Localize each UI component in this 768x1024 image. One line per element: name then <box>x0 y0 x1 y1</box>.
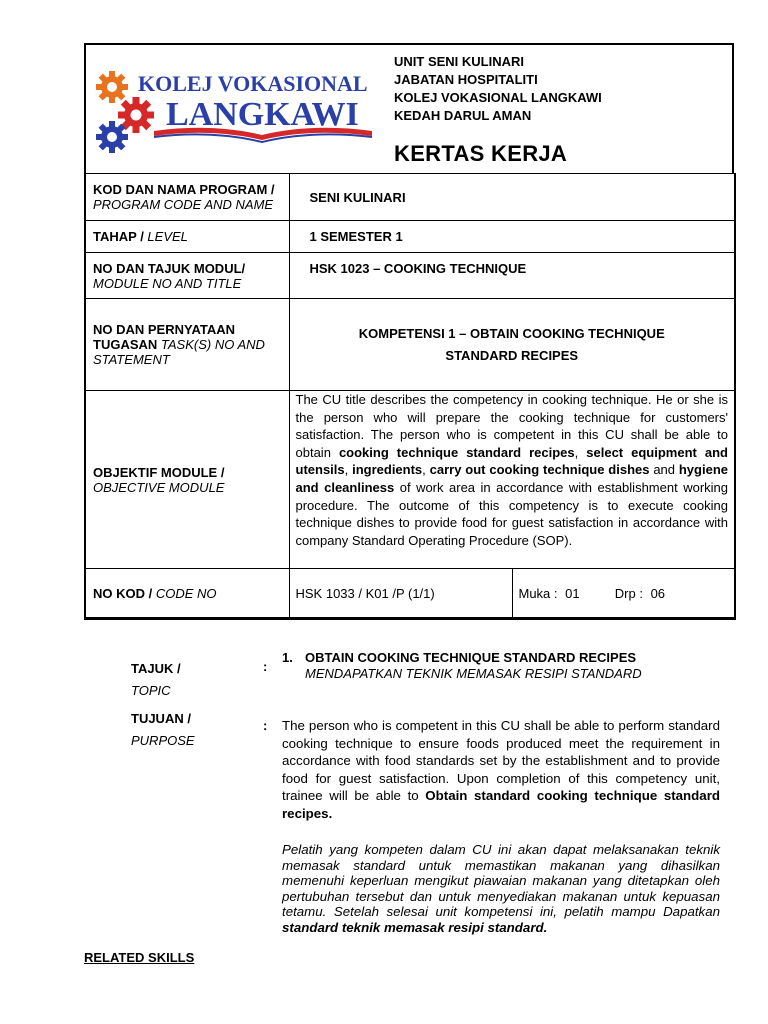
purpose-label <box>131 708 195 752</box>
label-italic: TASK(S) NO AND STATEMENT <box>93 337 265 367</box>
text-run-bold: hygiene and cleanliness <box>295 462 728 495</box>
text-run: , <box>574 444 587 460</box>
label-italic: MODULE NO AND TITLE <box>93 275 242 291</box>
label-italic: CODE NO <box>155 585 217 601</box>
task-value <box>289 299 735 391</box>
label-bold: TAHAP / <box>93 229 148 244</box>
info-table <box>84 173 736 620</box>
text-run: and <box>649 462 679 478</box>
label-bold: NO DAN TAJUK MODUL/ <box>93 260 246 276</box>
table-row <box>85 299 735 391</box>
text-run: The person who is competent in this CU shall be able to perform standard cooking technique to ensure foods produced meet the requirement in accordance with food standards set by the establishment and to provide food for guest satisfaction. Upon completion of this competency unit, trainee will be able to <box>282 718 720 804</box>
module-value: HSK 1023 – COOKING TECHNIQUE <box>289 253 735 299</box>
text-run-bold: cooking technique standard recipes <box>338 444 575 460</box>
topic-colon: : <box>263 659 268 674</box>
blue-gear-icon <box>96 121 128 153</box>
organization-lines <box>394 53 602 125</box>
page-count <box>512 569 735 619</box>
org-line: KEDAH DARUL AMAN <box>394 108 532 123</box>
module-label <box>85 253 289 299</box>
level-label <box>85 221 289 253</box>
purpose-malay <box>282 842 720 935</box>
label-italic: LEVEL <box>147 229 188 244</box>
label-bold: TUJUAN / <box>131 711 191 726</box>
table-row <box>85 391 735 569</box>
task-value-line: KOMPETENSI 1 – OBTAIN COOKING TECHNIQUE <box>358 325 665 341</box>
task-value-line: STANDARD RECIPES <box>445 347 579 363</box>
text-run: Pelatih yang kompeten dalam CU ini akan dapat melaksanakan teknik memasak standard untuk memastikan makanan yang dihasilkan memenuhi keperluan mengikut piawaian makanan yang ditetapkan oleh pertubuhan tersebut dan untuk menyediakan makanan untuk kepuasan tetamu. Setelah selesai unit kompetensi ini, pelatih mampu Dapatkan <box>282 842 720 919</box>
topic-label <box>131 658 181 702</box>
label-italic: PROGRAM CODE AND NAME <box>93 197 274 212</box>
org-line: KOLEJ VOKASIONAL LANGKAWI <box>394 90 602 105</box>
text-run-bold: ingredients <box>352 462 423 478</box>
muka-value: 01 <box>565 585 580 601</box>
label-bold: NO DAN PERNYATAAN TUGASAN <box>93 322 236 352</box>
text-run-bold: select equipment and utensils <box>295 444 728 478</box>
drp-label: Drp : <box>614 585 643 601</box>
level-value: 1 SEMESTER 1 <box>289 221 735 253</box>
text-run: The CU title describes the competency in cooking technique. He or she is the person who will prepare the cooking technique for customers' satisfaction. The person who is competent in this CU shall be able to obtain <box>295 392 728 460</box>
program-label <box>85 174 289 221</box>
label-italic: PURPOSE <box>131 733 195 748</box>
purpose-colon: : <box>263 718 268 733</box>
logo-line2: LANGKAWI <box>166 96 359 133</box>
related-skills-heading: RELATED SKILLS <box>84 950 195 965</box>
topic-block <box>282 650 642 682</box>
table-bottom-rule <box>84 617 734 620</box>
text-run: , <box>344 462 353 478</box>
text-run: , <box>422 462 430 478</box>
orange-gear-icon <box>96 71 128 103</box>
topic-title: OBTAIN COOKING TECHNIQUE STANDARD RECIPES <box>305 650 637 665</box>
program-value: SENI KULINARI <box>289 174 735 221</box>
text-run: of work area in accordance with establishment working procedure. The outcome of this competency is to execute cooking technique dishes to provide food for guest satisfaction in accordance with company Standard Operating Procedure (SOP). <box>295 479 728 548</box>
label-bold: KOD DAN NAMA PROGRAM / <box>93 182 275 197</box>
logo-line1: KOLEJ VOKASIONAL <box>138 71 368 96</box>
gears-and-open-book-logo <box>92 65 374 165</box>
objective-label <box>85 391 289 569</box>
table-row <box>85 174 735 221</box>
label-bold: NO KOD / <box>93 585 156 601</box>
text-run-bold: standard teknik memasak resipi standard. <box>282 919 548 935</box>
text-run-bold: carry out cooking technique dishes <box>429 462 650 478</box>
label-bold: OBJEKTIF MODULE / <box>93 464 225 480</box>
text-run-bold: Obtain standard cooking technique standard recipes. <box>282 788 720 821</box>
task-label <box>85 299 289 391</box>
table-row <box>85 253 735 299</box>
table-row <box>85 569 735 619</box>
org-line: UNIT SENI KULINARI <box>394 54 524 69</box>
muka-label: Muka : <box>518 585 558 601</box>
code-value: HSK 1033 / K01 /P (1/1) <box>289 569 512 619</box>
purpose-english <box>282 717 720 823</box>
code-label <box>85 569 289 619</box>
objective-text <box>289 391 735 569</box>
topic-subtitle: MENDAPATKAN TEKNIK MEMASAK RESIPI STANDARD <box>305 666 642 681</box>
document-title: KERTAS KERJA <box>394 141 568 166</box>
document-header <box>84 43 734 173</box>
label-bold: TAJUK / <box>131 661 181 676</box>
label-italic: OBJECTIVE MODULE <box>93 479 225 495</box>
label-italic: TOPIC <box>131 683 171 698</box>
drp-value: 06 <box>650 585 666 601</box>
org-line: JABATAN HOSPITALITI <box>394 72 538 87</box>
topic-number: 1. <box>282 650 293 665</box>
table-row <box>85 221 735 253</box>
